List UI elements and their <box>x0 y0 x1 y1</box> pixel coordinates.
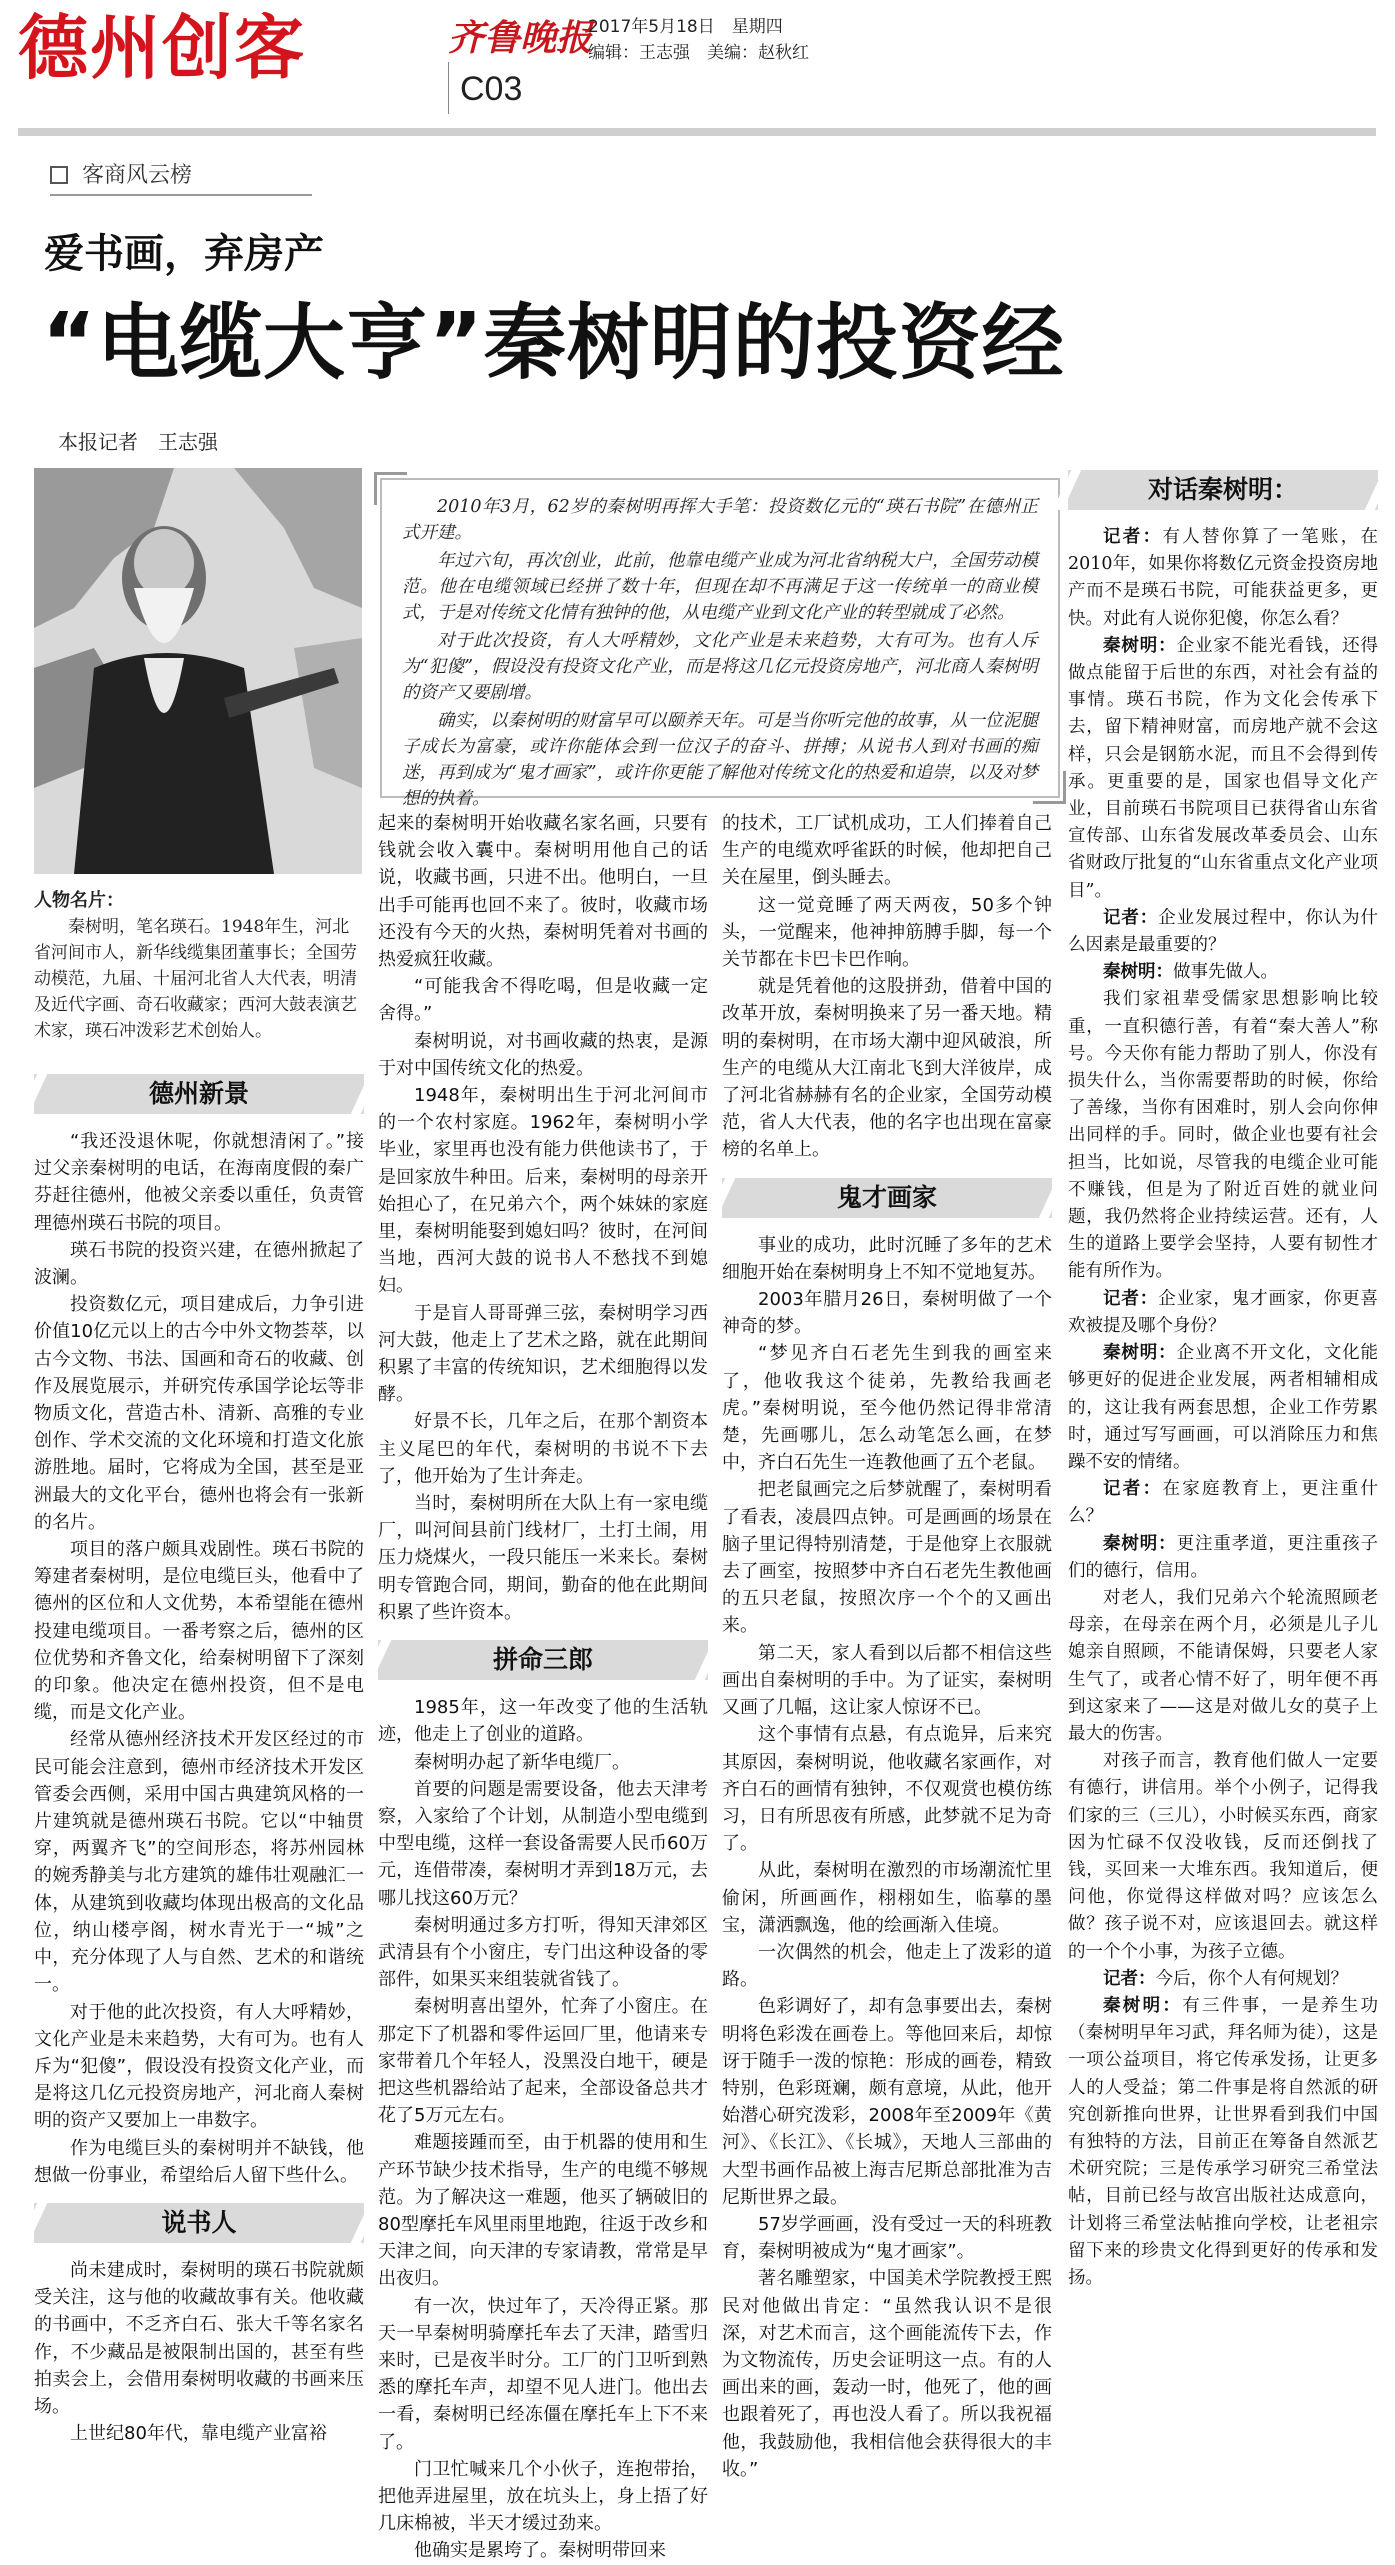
section-heading-xinjing: 德州新景 <box>34 1074 364 1114</box>
body-paragraph: 首要的问题是需要设备，他去天津考察，入家给了个计划，从制造小型电缆到中型电缆，这样一套设备需要人民币60万元，连借带凑，秦树明才弄到18万元，去哪儿找这60万元？ <box>378 1778 708 1909</box>
body-paragraph: 于是盲人哥哥弹三弦，秦树明学习西河大鼓，他走上了艺术之路，就在此期间积累了丰富的传统知识，艺术细胞得以发酵。 <box>378 1302 708 1406</box>
body-paragraph: 项目的落户颇具戏剧性。瑛石书院的筹建者秦树明，是位电缆巨头，他看中了德州的区位和人文优势，本希望能在德州投建电缆项目。一番考察之后，德州的区位优势和齐鲁文化，给秦树明留下了深刻的印象。他决定在德州投资，但不是电缆，而是文化产业。 <box>34 1539 364 1724</box>
body-paragraph: 投资数亿元，项目建成后，力争引进价值10亿元以上的古今中外文物荟萃，以古今文物、书法、国画和奇石的收藏、创作及展览展示，并研究传承国学论坛等非物质文化，营造古朴、清新、高雅的专业创作、学术交流的文化环境和打造文化旅游胜地。届时，它将成为全国，甚至是亚洲最大的文化平台，德州也将会有一张新的名片。 <box>34 1294 364 1533</box>
qa-item <box>1068 1531 1378 1585</box>
body-paragraph: 著名雕塑家，中国美术学院教授王熙民对他做出肯定：“虽然我认识不是很深，对艺术而言，这个画能流传下去，作为文物流传，历史会证明这一点。有的人画出来的画，轰动一时，他死了，他的画也跟着死了，再也没人看了。所以我祝福他，我鼓励他，我相信他会获得很大的丰收。” <box>722 2268 1052 2480</box>
section-heading-pinming: 拼命三郎 <box>378 1640 708 1680</box>
qa-item <box>1068 959 1378 986</box>
qa-item <box>1068 1748 1378 1966</box>
body-paragraph: 起来的秦树明开始收藏名家名画，只要有钱就会收入囊中。秦树明用他自己的话说，收藏书画，只进不出。他明白，一旦出手可能再也回不来了。彼时，收藏市场还没有今天的火热，秦树明凭着对书画的热爱疯狂收藏。 <box>378 813 708 971</box>
body-paragraph: 秦树明通过多方打听，得知天津郊区武清县有个小窗庄，专门出这种设备的零部件，如果买来组装就省钱了。 <box>378 1914 708 1991</box>
headline: “电缆大亨”秦树明的投资经 <box>42 296 1065 391</box>
qa-text: 对老人，我们兄弟六个轮流照顾老母亲，在母亲在两个月，必须是儿子儿媳亲自照顾，不能请保姆，只要老人家生气了，或者心情不好了，明年便不再到这家来了——这是对做儿女的莫子上最大的伤害。 <box>1068 1587 1378 1744</box>
masthead-rule <box>18 128 1376 136</box>
body-paragraph: 有一次，快过年了，天冷得正紧。那天一早秦树明骑摩托车去了天津，踏雪归来时，已是夜半时分。工厂的门卫听到熟悉的摩托车声，却望不见人进门。他出去一看，秦树明已经冻僵在摩托车上下不来了。 <box>378 2295 708 2453</box>
body-paragraph: 一次偶然的机会，他走上了泼彩的道路。 <box>722 1941 1052 1991</box>
body-paragraph: “可能我舍不得吃喝，但是收藏一定舍得。” <box>378 976 708 1025</box>
body-paragraph: 秦树明办起了新华电缆厂。 <box>414 1751 630 1773</box>
intro-box <box>380 478 1060 809</box>
body-paragraph: 门卫忙喊来几个小伙子，连抱带抬，把他弄进屋里，放在坑头上，身上捂了好几床棉被，半天才缓过劲来。 <box>378 2458 708 2535</box>
profile-caption-text: 秦树明，笔名瑛石。1948年生，河北省河间市人，新华线缆集团董事长；全国劳动模范，九届、十届河北省人大代表，明清及近代字画、奇石收藏家；西河大鼓表演艺术家，瑛石冲泼彩艺术创始人。 <box>34 917 357 1041</box>
qa-item <box>1068 1340 1378 1476</box>
column-2 <box>378 810 708 2565</box>
body-paragraph: 57岁学画画，没有受过一天的科班教育，秦树明被成为“鬼才画家”。 <box>722 2213 1052 2263</box>
body-paragraph: 他确实是累垮了。秦树明带回来 <box>414 2540 666 2562</box>
body-paragraph: 秦树明说，对书画收藏的热衷，是源于对中国传统文化的热爱。 <box>378 1030 708 1079</box>
qa-item <box>1068 1286 1378 1340</box>
qa-text: 有三件事，一是养生功（秦树明早年习武，拜名师为徒），这是一项公益项目，将它传承发扬，让更多人的人受益；第二件事是将自然派的研究创新推向世界，让世界看到我们中国有独特的方法，目前正在筹备自然派艺术研究院；三是传承学习研究三希堂法帖，目前已经与故宫出版社达成意向，计划将三希堂法帖推向学校，让老祖宗留下来的珍贵文化得到更好的传承和发扬。 <box>1068 1995 1379 2288</box>
date-line: 2017年5月18日 星期四 <box>588 17 783 37</box>
qa-item <box>1068 524 1378 633</box>
qa-role: 秦树明： <box>1103 635 1177 656</box>
portrait-photo <box>34 468 362 874</box>
body-paragraph: 经常从德州经济技术开发区经过的市民可能会注意到，德州市经济技术开发区管委会西侧，采用中国古典建筑风格的一片建筑就是德州瑛石书院。它以“中轴贯穿，两翼齐飞”的空间形态，将苏州园林的婉秀静美与北方建筑的雄伟壮观融汇一体，从建筑到收藏均体现出极高的文化品位，纳山楼亭阁，树水青光于一“城”之中，充分体现了人与自然、艺术的和谐统一。 <box>34 1729 364 1996</box>
qa-role: 记者： <box>1103 1288 1159 1309</box>
body-paragraph: 1948年，秦树明出生于河北河间市的一个农村家庭。1962年，秦树明小学毕业，家里再也没有能力供他读书了，于是回家放牛种田。后来，秦树明的母亲开始担心了，在兄弟六个，两个妹妹的家庭里，秦树明能娶到媳妇吗？彼时，在河间当地，西河大鼓的说书人不愁找不到媳妇。 <box>378 1085 708 1297</box>
body-paragraph: 1985年，这一年改变了他的生活轨迹，他走上了创业的道路。 <box>378 1697 708 1746</box>
newspaper-brand: 齐鲁晚报 <box>448 17 593 59</box>
qa-item <box>1068 1993 1378 2292</box>
masthead-divider <box>448 62 449 114</box>
qa-text: 企业家，鬼才画家，你更喜欢被提及哪个身份？ <box>1068 1288 1379 1336</box>
publication-info <box>588 14 809 66</box>
body-paragraph: 的技术，工厂试机成功，工人们捧着自己生产的电缆欢呼雀跃的时候，他却把自己关在屋里，倒头睡去。 <box>722 813 1052 889</box>
intro-paragraph: 确实，以秦树明的财富早可以颐养天年。可是当你听完他的故事，从一位泥腿子成长为富豪，或许你能体会到一位汉子的奋斗、拼搏；从说书人到对书画的痴迷，再到成为“鬼才画家”，或许你更能了解他对传统文化的热爱和追崇，以及对梦想的执着。 <box>402 711 1038 809</box>
body-paragraph: 上世纪80年代，靠电缆产业富裕 <box>70 2423 327 2445</box>
qa-role: 秦树明： <box>1103 1343 1177 1364</box>
person-photo-icon <box>34 468 362 874</box>
body-paragraph: 从此，秦树明在激烈的市场潮流忙里偷闲，所画画作，栩栩如生，临摹的墨宝，潇洒飘逸，他的绘画渐入佳境。 <box>722 1860 1052 1936</box>
section-heading-shuoshuren: 说书人 <box>34 2203 364 2243</box>
section-title: 德州创客 <box>18 7 306 89</box>
body-paragraph: “梦见齐白石老先生到我的画室来了，他收我这个徒弟，先教给我画老虎。”秦树明说，至今他仍然记得非常清楚，先画哪儿，怎么动笔怎么画，在梦中，齐白石先生一连教他画了五个老鼠。 <box>722 1343 1052 1474</box>
body-paragraph: 色彩调好了，却有急事要出去，秦树明将色彩泼在画卷上。等他回来后，却惊讶于随手一泼的惊艳：形成的画卷，精致特别，色彩斑斓，颇有意境，从此，他开始潜心研究泼彩，2008年至2009年《黄河》、《长江》、《长城》，天地人三部曲的大型书画作品被上海吉尼斯总部批准为吉尼斯世界之最。 <box>722 1996 1052 2208</box>
intro-paragraph: 对于此次投资，有人大呼精妙，文化产业是未来趋势，大有可为。也有人斥为“犯傻”，假设没有投资文化产业，而是将这几亿元投资房地产，河北商人秦树明的资产又要剧增。 <box>402 631 1038 703</box>
body-paragraph: 瑛石书院的投资兴建，在德州掀起了波澜。 <box>34 1239 364 1289</box>
qa-text: 企业家不能光看钱，还得做点能留于后世的东西，对社会有益的事情。瑛石书院，作为文化会传承下去，留下精神财富，而房地产就不会这样，只会是钢筋水泥，而且不会得到传承。更重要的是，国家也倡导文化产业，目前瑛石书院项目已获得省山东省宣传部、山东省发展改革委员会、山东省财政厅批复的“山东省重点文化产业项目”。 <box>1068 635 1379 901</box>
column-tag-rule <box>50 194 312 196</box>
kicker: 爱书画，弃房产 <box>44 231 324 277</box>
intro-paragraph: 2010年3月，62岁的秦树明再挥大手笔：投资数亿元的“瑛石书院”在德州正式开建。 <box>402 497 1038 543</box>
column-tag-label: 客商风云榜 <box>82 163 193 188</box>
body-paragraph: “我还没退休呢，你就想清闲了。”接过父亲秦树明的电话，在海南度假的秦广芬赶往德州，他被父亲委以重任，负责管理德州瑛石书院的项目。 <box>34 1131 364 1234</box>
qa-text: 做事先做人。 <box>1173 962 1278 983</box>
column-tag-icon <box>50 166 68 184</box>
section-heading-guicai: 鬼才画家 <box>722 1178 1052 1218</box>
qa-role: 记者： <box>1103 1968 1156 1989</box>
body-paragraph: 把老鼠画完之后梦就醒了，秦树明看了看表，凌晨四点钟。可是画画的场景在脑子里记得特别清楚，于是他穿上衣服就去了画室，按照梦中齐白石老先生教他画的五只老鼠，按照次序一个个的又画出来。 <box>722 1479 1052 1637</box>
qa-item <box>1068 1585 1378 1748</box>
body-paragraph: 对于他的此次投资，有人大呼精妙，文化产业是未来趋势，大有可为。也有人斥为“犯傻”，假设没有投资文化产业，而是将这几亿元投资房地产，河北商人秦树明的资产又要加上一串数字。 <box>34 2001 364 2132</box>
body-paragraph: 就是凭着他的这股拼劲，借着中国的改革开放，秦树明换来了另一番天地。精明的秦树明，在市场大潮中迎风破浪，所生产的电缆从大江南北飞到大洋彼岸，成了河北省赫赫有名的企业家，全国劳动模范，省人大代表，他的名字也出现在富豪榜的名单上。 <box>722 976 1052 1161</box>
body-paragraph: 这一觉竟睡了两天两夜，50多个钟头，一觉醒来，他神抻筋膊手脚，每一个关节都在卡巴卡巴作响。 <box>722 894 1052 971</box>
column-3 <box>722 810 1052 2483</box>
body-paragraph: 2003年腊月26日，秦树明做了一个神奇的梦。 <box>722 1289 1052 1338</box>
qa-item <box>1068 1476 1378 1530</box>
body-paragraph: 难题接踵而至，由于机器的使用和生产环节缺少技术指导，生产的电缆不够规范。为了解决这一难题，他买了辆破旧的80型摩托车风里雨里地跑，往返于改乡和天津之间，向天津的专家请教，常常是早出夜归。 <box>378 2132 708 2290</box>
section-heading-duihua: 对话秦树明： <box>1068 470 1378 510</box>
body-paragraph: 尚未建成时，秦树明的瑛石书院就颇受关注，这与他的收藏故事有关。他收藏的书画中，不乏齐白石、张大千等名家名作，不少藏品是被限制出国的，甚至有些拍卖会上，会借用秦树明收藏的书画来压场。 <box>34 2259 364 2417</box>
editor-line: 编辑：王志强 美编：赵秋红 <box>588 43 809 63</box>
qa-text: 今后，你个人有何规划？ <box>1155 1968 1348 1989</box>
qa-role: 秦树明： <box>1103 1995 1183 2016</box>
qa-role: 记者： <box>1103 1479 1163 1500</box>
profile-caption <box>34 888 364 1044</box>
body-paragraph: 好景不长，几年之后，在那个割资本主义尾巴的年代，秦树明的书说不下去了，他开始为了生计奔走。 <box>378 1411 708 1487</box>
column-4-dialogue <box>1068 470 1378 2292</box>
body-paragraph: 当时，秦树明所在大队上有一家电缆厂，叫河间县前门线材厂，土打土闹，用压力烧煤火，一段只能压一米来长。秦树明专管跑合同，期间，勤奋的他在此期间积累了些许资本。 <box>378 1493 708 1623</box>
body-paragraph: 事业的成功，此时沉睡了多年的艺术细胞开始在秦树明身上不知不觉地复苏。 <box>722 1234 1052 1283</box>
qa-text: 企业发展过程中，你认为什么因素是最重要的？ <box>1068 907 1379 956</box>
qa-text: 有人替你算了一笔账，在2010年，如果你将数亿元资金投资房地产而不是瑛石书院，可能获益更多，更快。对此有人说你犯傻，你怎么看？ <box>1068 527 1379 629</box>
intro-paragraph: 年过六旬，再次创业，此前，他靠电缆产业成为河北省纳税大户，全国劳动模范。他在电缆领域已经拼了数十年，但现在却不再满足于这一传统单一的商业模式，于是对传统文化情有独钟的他，从电缆产业到文化产业的转型就成了必然。 <box>402 551 1038 623</box>
qa-role: 秦树明： <box>1103 962 1173 983</box>
page-number: C03 <box>460 70 523 108</box>
column-1 <box>34 1060 364 2447</box>
byline: 本报记者 王志强 <box>58 430 218 454</box>
qa-item <box>1068 905 1378 959</box>
body-paragraph: 这个事情有点悬，有点诡异，后来究其原因，秦树明说，他收藏名家画作，对齐白石的画情有独钟，不仅观赏也模仿练习，日有所思夜有所感，此梦就不足为奇了。 <box>722 1724 1052 1855</box>
qa-text: 更注重孝道，更注重孩子们的德行，信用。 <box>1068 1533 1379 1581</box>
qa-text: 在家庭教育上，更注重什么？ <box>1068 1479 1379 1527</box>
qa-role: 记者： <box>1103 527 1163 547</box>
qa-text: 对孩子而言，教育他们做人一定要有德行，讲信用。举个小例子，记得我们家的三（三儿），小时候买东西，商家因为忙碌不仅没收钱，反而还倒找了钱，买回来一大堆东西。我知道后，便问他，你觉得这样做对吗？应该怎么做？孩子说不对，应该退回去。就这样的一个个小事，为孩子立德。 <box>1068 1751 1378 1962</box>
qa-text: 我们家祖辈受儒家思想影响比较重，一直积德行善，有着“秦大善人”称号。今天你有能力帮助了别人，你没有损失什么，当你需要帮助的时候，你给了善缘，当你有困难时，别人会向你伸出同样的手。同时，做企业也要有社会担当，比如说，尽管我的电缆企业可能不赚钱，但是为了附近百姓的就业问题，我仍然将企业持续运营。还有，人生的道路上要学会坚持，人要有韧性才能有所作为。 <box>1068 989 1378 1282</box>
qa-text: 企业离不开文化，文化能够更好的促进企业发展，两者相辅相成的，这让我有两套思想，企业工作劳累时，通过写写画画，可以消除压力和焦躁不安的情绪。 <box>1068 1343 1379 1472</box>
qa-role: 秦树明： <box>1103 1533 1177 1554</box>
qa-item <box>1068 986 1378 1285</box>
qa-role: 记者： <box>1103 907 1159 928</box>
body-paragraph: 作为电缆巨头的秦树明并不缺钱，他想做一份事业，希望给后人留下些什么。 <box>34 2137 364 2186</box>
qa-item <box>1068 633 1378 905</box>
body-paragraph: 第二天，家人看到以后都不相信这些画出自秦树明的手中。为了证实，秦树明又画了几幅，这让家人惊讶不已。 <box>722 1642 1052 1719</box>
column-tag <box>50 158 192 189</box>
body-paragraph: 秦树明喜出望外，忙奔了小窗庄。在那定下了机器和零件运回厂里，他请来专家带着几个年轻人，没黑没白地干，硬是把这些机器给站了起来，全部设备总共才花了5万元左右。 <box>378 1996 708 2127</box>
qa-item <box>1068 1966 1378 1993</box>
profile-caption-label: 人物名片： <box>34 890 124 911</box>
